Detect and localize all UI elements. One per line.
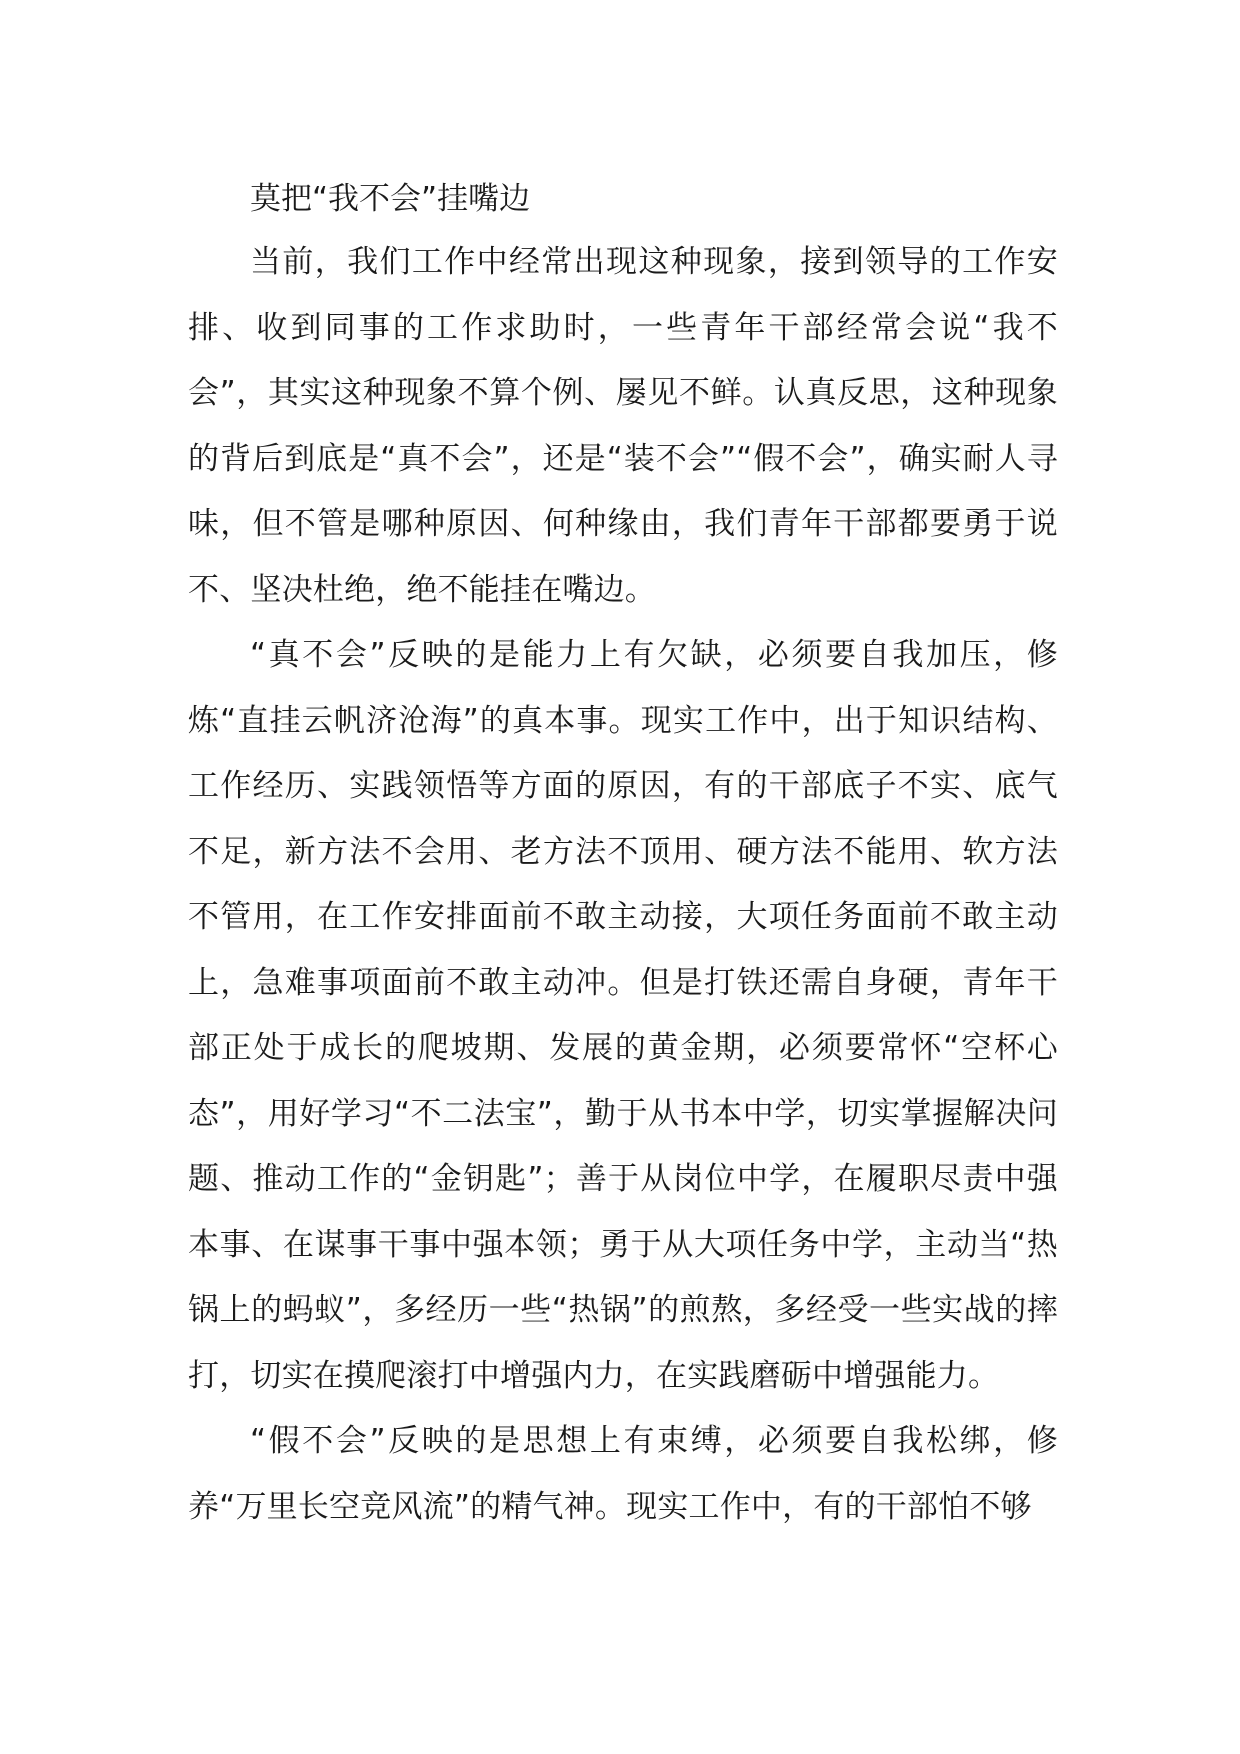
paragraph-false-cannot: “假不会”反映的是思想上有束缚，必须要自我松绑，修养“万里长空竞风流”的精气神。现实工作中，有的干部怕不够 — [188, 1423, 1058, 1525]
document-title: 莫把“我不会”挂嘴边 — [250, 181, 531, 217]
paragraph-intro: 当前，我们工作中经常出现这种现象，接到领导的工作安排、收到同事的工作求助时，一些青年干部经常会说“我不会”，其实这种现象不算个例、屡见不鲜。认真反思，这种现象的背后到底是“真不会”，还是“装不会”“假不会”，确实耐人寻味，但不管是哪种原因、何种缘由，我们青年干部都要勇于说不、坚决杜绝，绝不能挂在嘴边。 — [188, 244, 1058, 608]
paragraph-true-cannot: “真不会”反映的是能力上有欠缺，必须要自我加压，修炼“直挂云帆济沧海”的真本事。现实工作中，出于知识结构、工作经历、实践领悟等方面的原因，有的干部底子不实、底气不足，新方法不会用、老方法不顶用、硬方法不能用、软方法不管用，在工作安排面前不敢主动接，大项任务面前不敢主动上，急难事项面前不敢主动冲。但是打铁还需自身硬，青年干部正处于成长的爬坡期、发展的黄金期，必须要常怀“空杯心态”，用好学习“不二法宝”，勤于从书本中学，切实掌握解决问题、推动工作的“金钥匙”；善于从岗位中学，在履职尽责中强本事、在谋事干事中强本领；勇于从大项任务中学，主动当“热锅上的蚂蚁”，多经历一些“热锅”的煎熬，多经受一些实战的摔打，切实在摸爬滚打中增强内力，在实践磨砺中增强能力。 — [188, 637, 1058, 1394]
document-body — [188, 168, 1058, 1540]
